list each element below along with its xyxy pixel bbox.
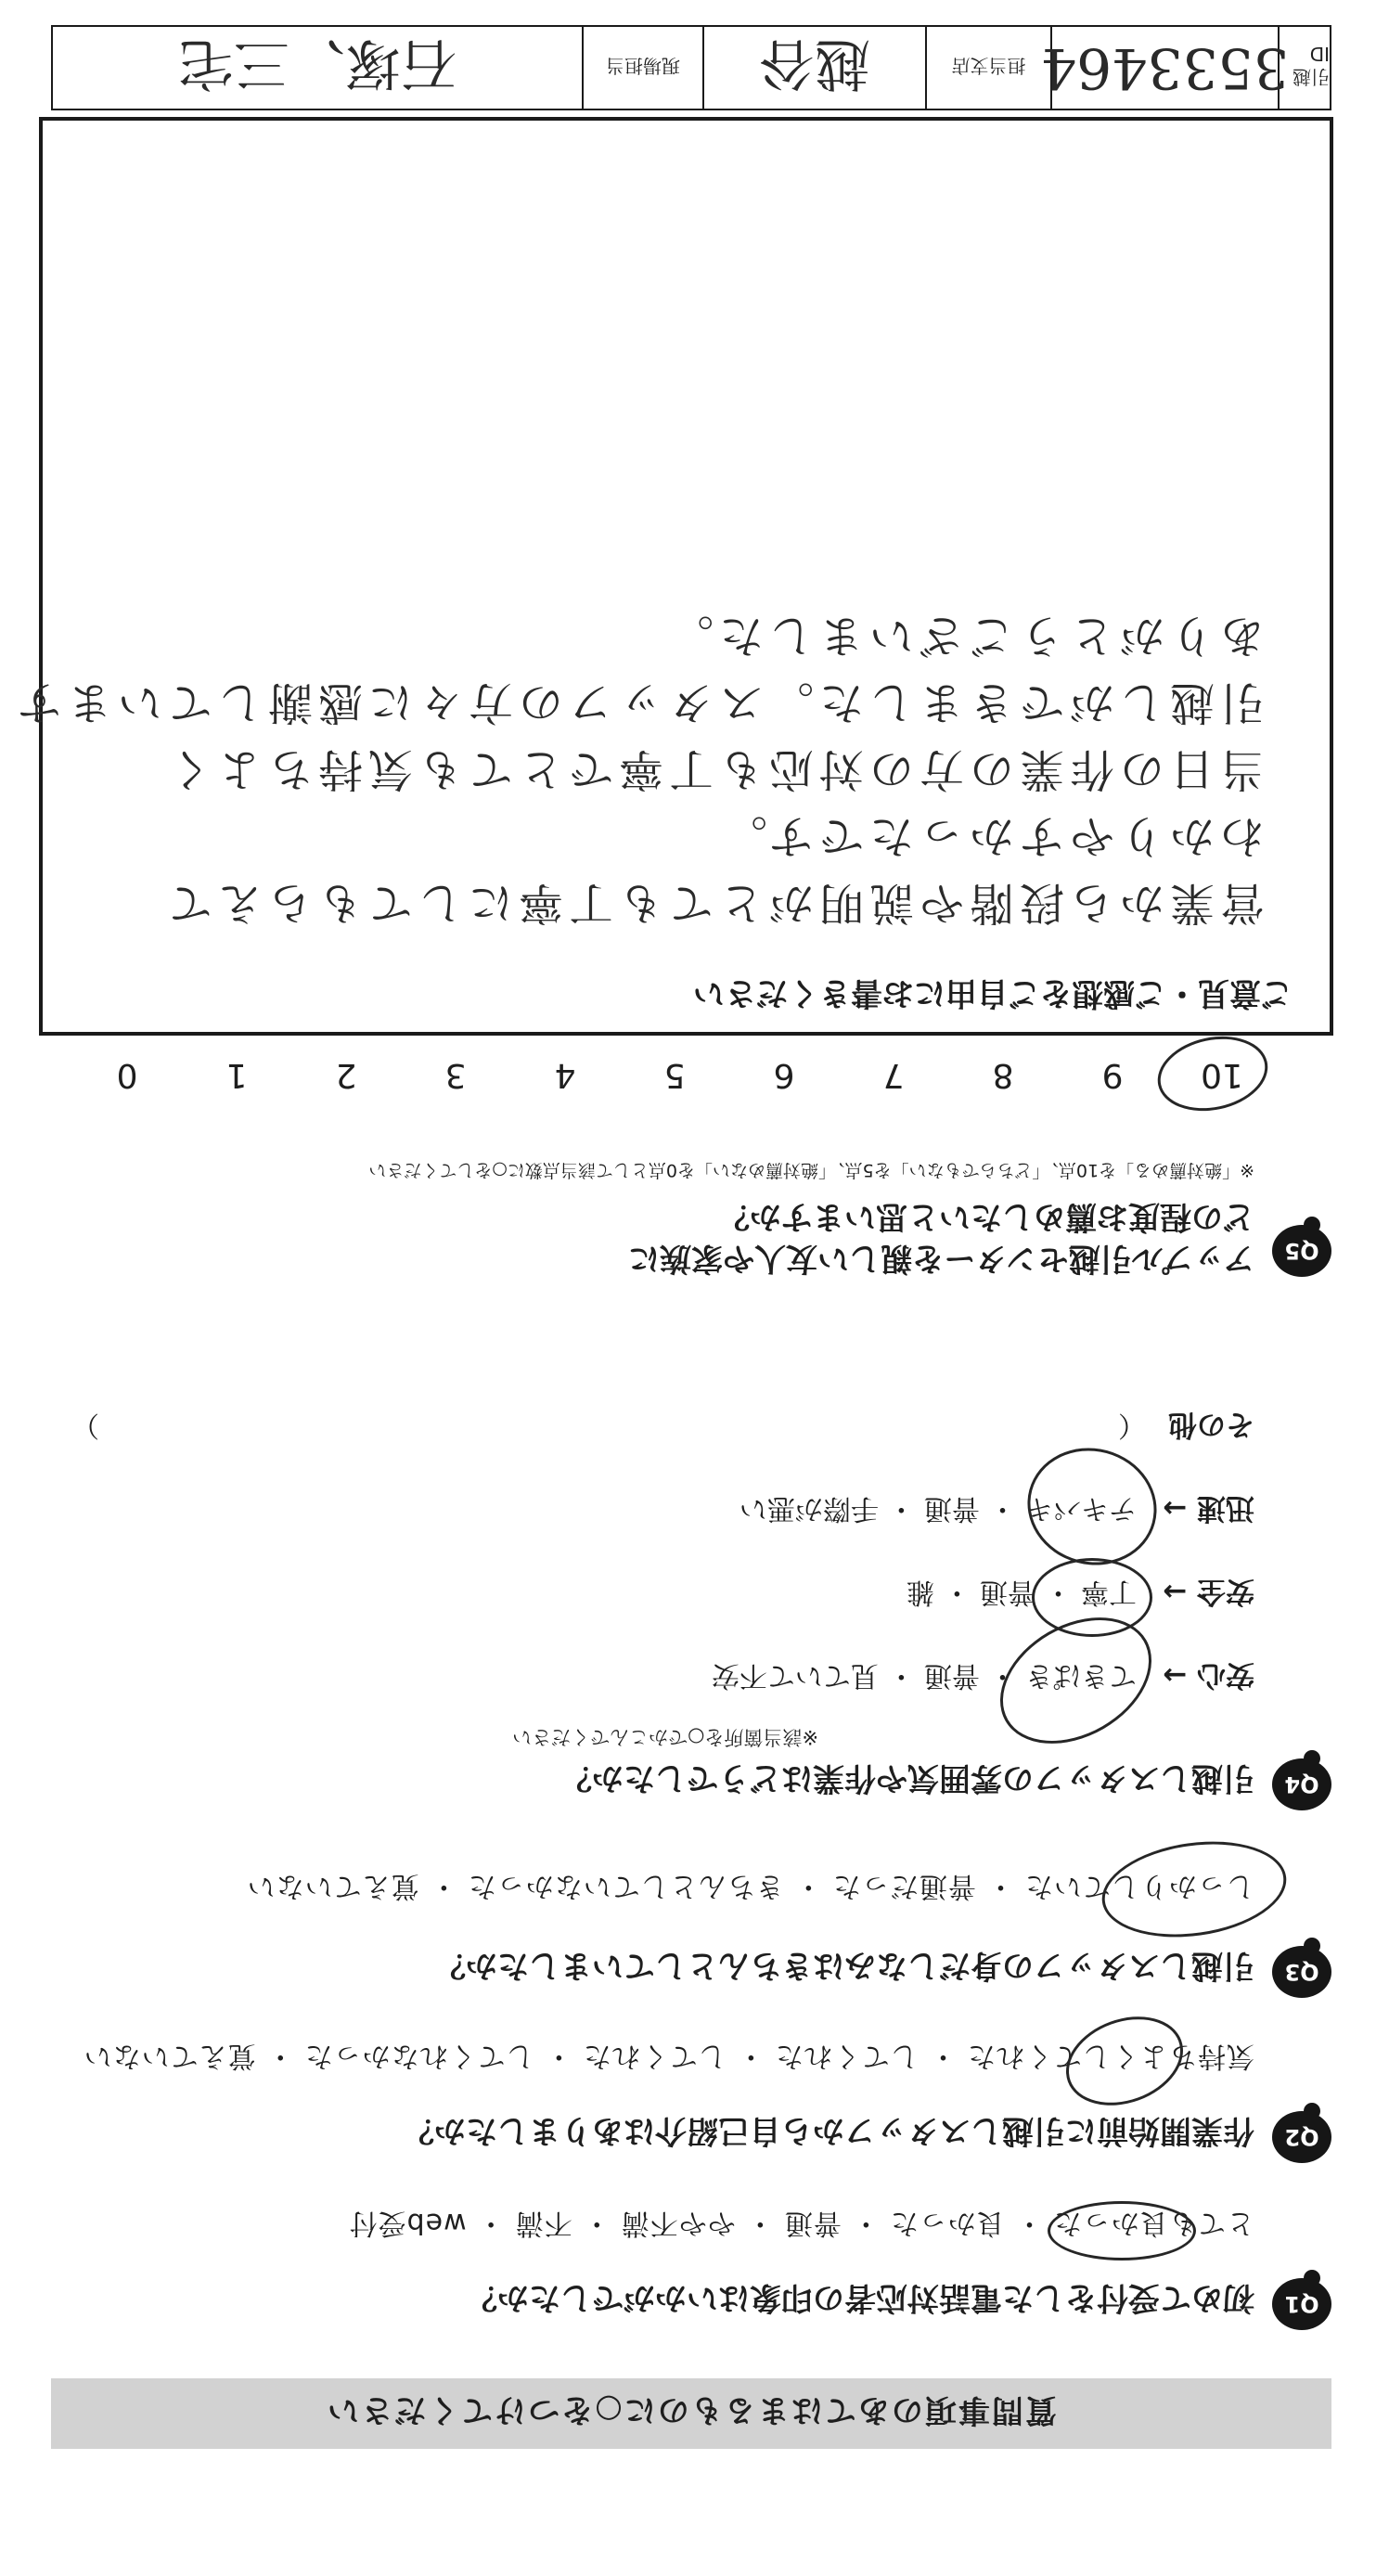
q2-options: 気持ちよくしてくれた ・ してくれた ・ してくれた ・ してくれなかった ・ 覚えていない <box>83 2040 1254 2072</box>
comment-box <box>11 117 1333 1036</box>
q1-badge: Q1 <box>1272 2278 1331 2330</box>
q3-badge: Q3 <box>1272 1946 1331 1998</box>
q4-note: ※該当箇所を○でかこんでください <box>512 1726 818 1748</box>
scale-7: 7 <box>882 1056 905 1094</box>
q4-row-anshin-label: 安心 → <box>1163 1658 1254 1692</box>
q5-note: ※「絶対薦める」を10点、「どちらでもない」を5点、「絶対薦めない」を0点として該当点数に○をしてください <box>368 1160 1254 1180</box>
id-label: 引越ID <box>1293 43 1330 89</box>
q4-row-anzen-label: 安全 → <box>1163 1575 1254 1608</box>
scale-4: 4 <box>554 1056 576 1094</box>
instruction-banner <box>51 2378 1331 2449</box>
comment-line-3: 当日の作業の方の対応も丁寧でとても気持ちよく <box>161 743 1265 795</box>
q4-badge: Q4 <box>1272 1758 1331 1810</box>
q5-question-line1: アップル引越センターを親しい友人や家族に <box>628 1240 1254 1277</box>
comment-line-1: 営業から段階や説明がとても丁寧にしてもらえて <box>161 877 1265 929</box>
q1-question: 初めて受付をした電話対応者の印象はいかがでしたか？ <box>466 2279 1254 2316</box>
q4-other-open-paren: （ <box>1118 1409 1146 1441</box>
staff-label: 現場担当 <box>606 55 680 78</box>
scale-10: 10 <box>1201 1056 1243 1094</box>
comment-line-5: ありがとうございました。 <box>662 610 1265 662</box>
q2-badge: Q2 <box>1272 2111 1331 2163</box>
q1-options: とても良かった ・ 良かった ・ 普通 ・ やや不満 ・ 不満 ・ web受付 <box>348 2207 1254 2239</box>
q5-scale <box>90 1056 1259 1094</box>
staff-label-cell <box>582 27 702 109</box>
branch-label-cell <box>925 27 1050 109</box>
q3-options: しっかりしていた ・ 普通だった ・ きちんとしていなかった ・ 覚えていない <box>246 1870 1254 1902</box>
id-value-cell <box>1040 27 1290 109</box>
instruction-text: 質問事項のあてはまるものに○をつけてください <box>326 2391 1057 2429</box>
scale-9: 9 <box>1101 1056 1124 1094</box>
branch-label: 担当支店 <box>951 55 1026 78</box>
id-value: 3533464 <box>1040 35 1290 100</box>
branch-value-cell <box>702 27 925 109</box>
scale-1: 1 <box>225 1056 248 1094</box>
comment-line-4: 引越しができました。スタッフの方々に感謝しています <box>11 676 1265 728</box>
q4-row-jinsoku-options: テキパキ ・ 普通 ・ 手際が悪い <box>739 1492 1137 1525</box>
q2-question: 作業開始前に引越しスタッフから自己紹介はありましたか？ <box>403 2112 1254 2149</box>
q4-row-anzen-options: 丁寧 ・ 普通 ・ 雑 <box>906 1576 1137 1608</box>
q3-question: 引越しスタッフの身だしなみはきちんとしていましたか？ <box>434 1947 1254 1984</box>
q4-question: 引越しスタッフの雰囲気や作業はどうでしたか？ <box>560 1759 1254 1797</box>
staff-value: 石塚、三宅 <box>178 31 457 96</box>
comment-title: ご意見・ご感想をご自由にお書きください <box>693 974 1293 1011</box>
scale-0: 0 <box>116 1056 138 1094</box>
scale-6: 6 <box>773 1056 795 1094</box>
branch-value: 越谷 <box>759 31 870 96</box>
scale-3: 3 <box>444 1056 467 1094</box>
header-table <box>51 25 1331 110</box>
staff-value-cell <box>53 27 582 109</box>
scale-2: 2 <box>335 1056 357 1094</box>
q4-row-anshin-options: てきぱき ・ 普通 ・ 見ていて不安 <box>711 1659 1137 1692</box>
scale-8: 8 <box>992 1056 1014 1094</box>
q4-other-close-paren: ） <box>71 1409 99 1441</box>
q4-other-label: その他 <box>1168 1408 1254 1441</box>
q5-badge: Q5 <box>1272 1225 1331 1277</box>
q5-question-line2: どの程度お薦めしたいと思いますか？ <box>718 1198 1254 1235</box>
q4-row-jinsoku-label: 迅速 → <box>1163 1491 1254 1525</box>
scale-5: 5 <box>663 1056 686 1094</box>
comment-line-2: わかりやすかったです。 <box>716 810 1265 862</box>
